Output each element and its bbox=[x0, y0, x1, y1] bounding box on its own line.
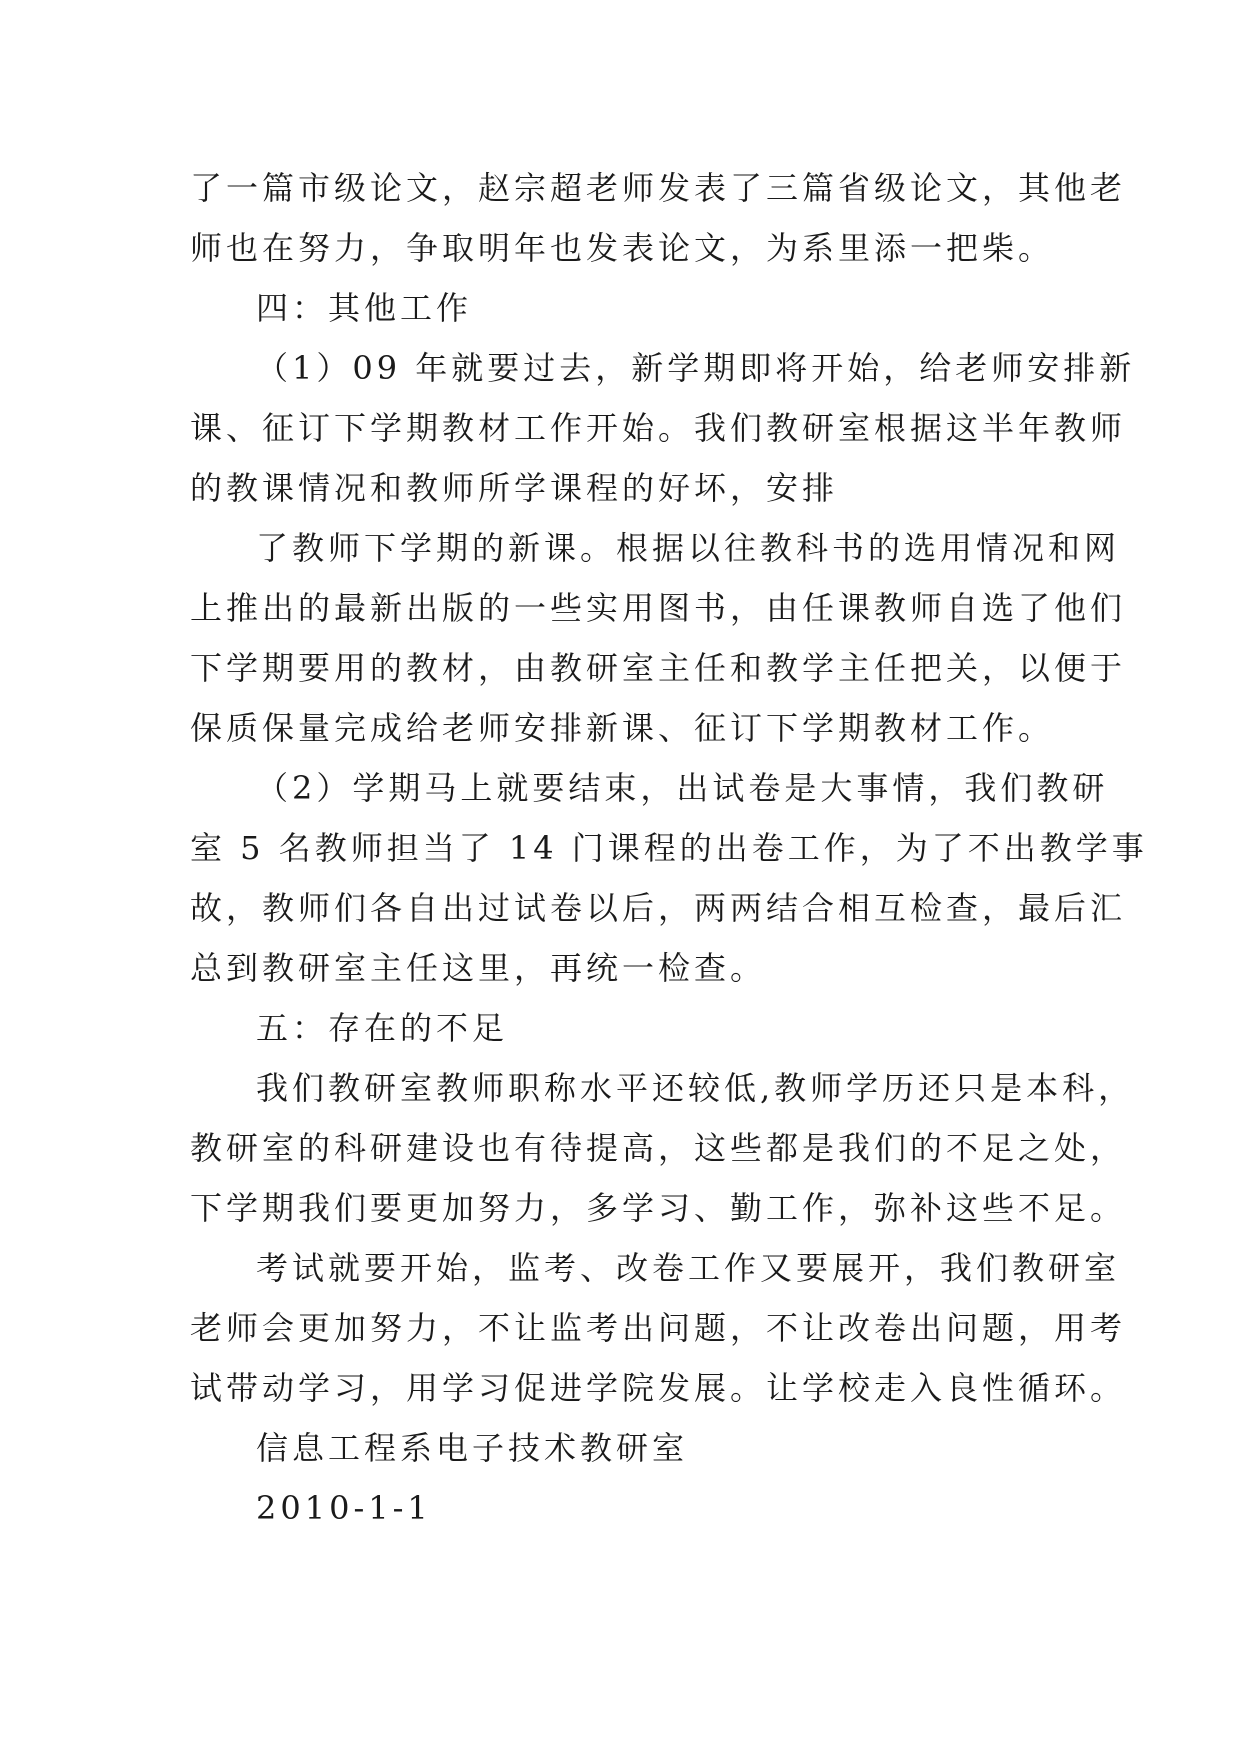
paragraph-line: 故，教师们各自出过试卷以后，两两结合相互检查，最后汇 bbox=[190, 889, 1127, 927]
paragraph-line: 上推出的最新出版的一些实用图书，由任课教师自选了他们 bbox=[190, 589, 1127, 627]
section-heading: 四：其他工作 bbox=[256, 289, 473, 327]
document-body bbox=[190, 158, 1148, 1538]
signature-date: 2010-1-1 bbox=[256, 1489, 432, 1527]
paragraph-line: 总到教研室主任这里，再统一检查。 bbox=[190, 949, 767, 987]
paragraph-line: 师也在努力，争取明年也发表论文，为系里添一把柴。 bbox=[190, 229, 1055, 267]
paragraph-line: 考试就要开始，监考、改卷工作又要展开，我们教研室 bbox=[256, 1249, 1121, 1287]
paragraph-line: 保质保量完成给老师安排新课、征订下学期教材工作。 bbox=[190, 709, 1055, 747]
paragraph-line: 老师会更加努力，不让监考出问题，不让改卷出问题，用考 bbox=[190, 1309, 1127, 1347]
paragraph-line: （2）学期马上就要结束，出试卷是大事情，我们教研 bbox=[256, 769, 1109, 807]
paragraph-line: 下学期要用的教材，由教研室主任和教学主任把关，以便于 bbox=[190, 649, 1127, 687]
paragraph-line: 课、征订下学期教材工作开始。我们教研室根据这半年教师 bbox=[190, 409, 1127, 447]
paragraph-line: 了一篇市级论文，赵宗超老师发表了三篇省级论文，其他老 bbox=[190, 169, 1127, 207]
signature-department: 信息工程系电子技术教研室 bbox=[256, 1429, 689, 1467]
paragraph-line: 我们教研室教师职称水平还较低,教师学历还只是本科， bbox=[256, 1069, 1135, 1107]
paragraph-line: 教研室的科研建设也有待提高，这些都是我们的不足之处， bbox=[190, 1129, 1127, 1167]
section-heading: 五：存在的不足 bbox=[256, 1009, 509, 1047]
paragraph-line: 了教师下学期的新课。根据以往教科书的选用情况和网 bbox=[256, 529, 1121, 567]
paragraph-line: 室 5 名教师担当了 14 门课程的出卷工作，为了不出教学事 bbox=[190, 829, 1148, 867]
paragraph-line: 下学期我们要更加努力，多学习、勤工作，弥补这些不足。 bbox=[190, 1189, 1127, 1227]
paragraph-line: （1）09 年就要过去，新学期即将开始，给老师安排新 bbox=[256, 349, 1136, 387]
paragraph-line: 的教课情况和教师所学课程的好坏，安排 bbox=[190, 469, 839, 507]
paragraph-line: 试带动学习，用学习促进学院发展。让学校走入良性循环。 bbox=[190, 1369, 1127, 1407]
